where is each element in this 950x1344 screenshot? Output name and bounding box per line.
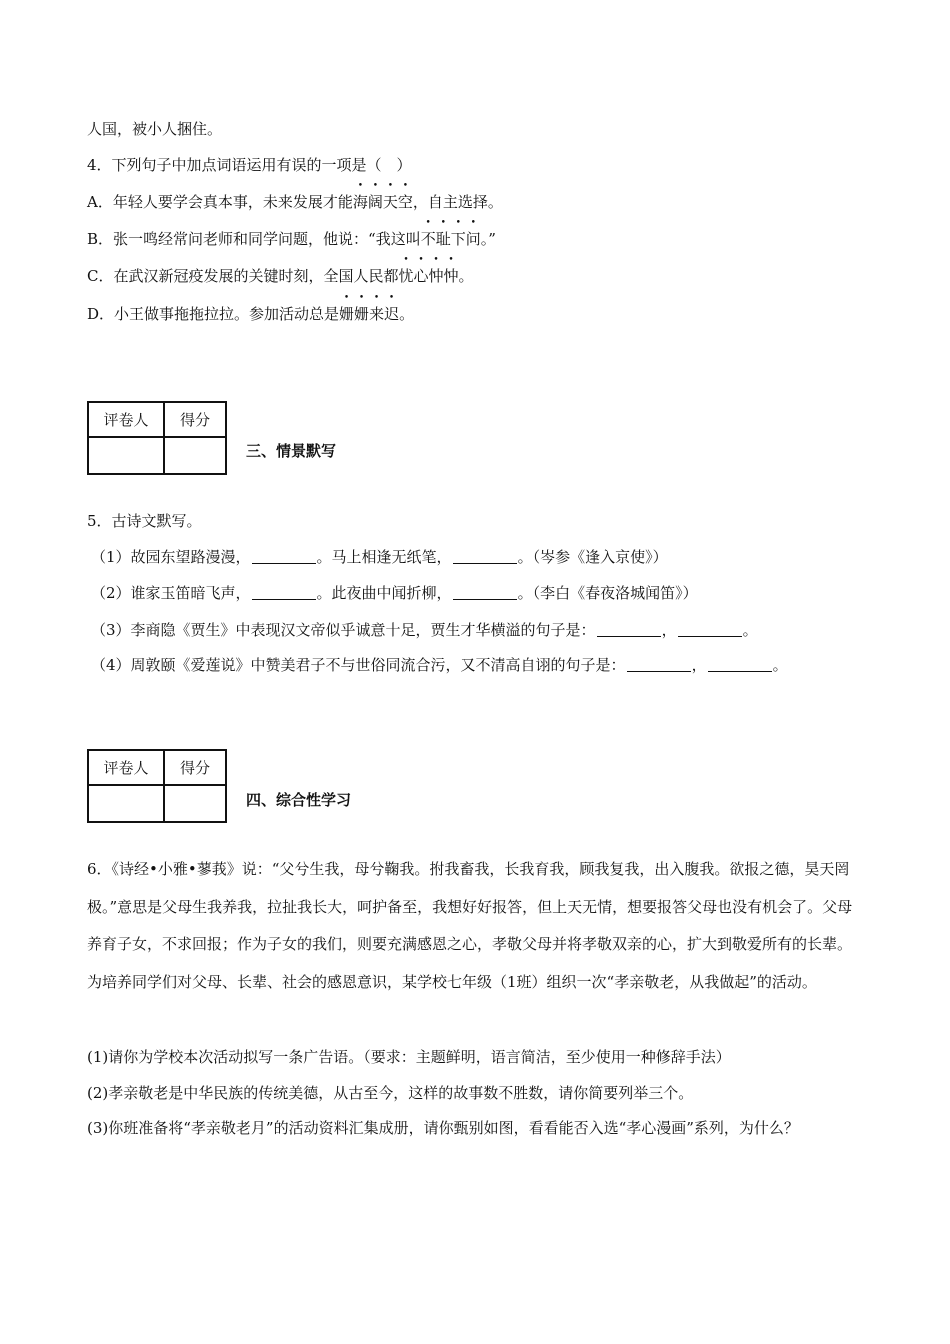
answer-blank[interactable] [252,549,316,564]
dotted-word: 海阔天空 [352,193,413,211]
item-text: 。（李白《春夜洛城闻笛》） [517,584,698,602]
answer-blank[interactable] [627,657,691,672]
item-text: （3）李商隐《贾生》中表现汉文帝似乎诚意十足，贾生才华横溢的句子是： [91,621,596,639]
item-text: 。此夜曲中闻折柳， [316,584,452,602]
q6-sub3: (3)你班准备将“孝亲敬老月”的活动资料汇集成册，请你甄别如图，看看能否入选“孝心漫画”系列，为什么？ [87,1119,799,1137]
item-text: （1）故园东望路漫漫， [91,548,251,566]
item-text: （4）周敦颐《爱莲说》中赞美君子不与世俗同流合污，又不清高自诩的句子是： [91,656,626,674]
q5-item-1 [91,546,668,568]
dotted-word: 忧心忡忡 [398,267,459,285]
reviewer-header: 评卷人 [88,402,164,437]
section3-title: 三、情景默写 [246,442,337,460]
option-text: 。” [480,230,496,248]
score-header: 得分 [164,750,226,785]
dotted-word: 不耻下问 [420,230,481,248]
item-text: 。 [772,656,788,674]
answer-blank[interactable] [453,585,517,600]
score-table-section3 [87,401,227,475]
item-text: 。（岑参《逢入京使》） [517,548,668,566]
item-text: ， [661,621,677,639]
q3-tail-text: 人国，被小人捆住。 [87,120,223,138]
answer-blank[interactable] [597,622,661,637]
score-cell [164,437,226,474]
item-text: 。马上相逢无纸笔， [316,548,452,566]
q4-stem: 4．下列句子中加点词语运用有误的一项是（ ） [87,156,412,174]
answer-blank[interactable] [708,657,772,672]
q5-stem: 5．古诗文默写。 [87,512,202,530]
q6-paragraph: 6．《诗经•小雅•蓼莪》说：“父兮生我，母兮鞠我。拊我畜我，长我育我，顾我复我，出入腹我。欲报之德，昊天罔极。”意思是父母生我养我，拉扯我长大，呵护备至，我想好好报答，但上天无情，想要报答父母也没有机会了。父母养育子女，不求回报；作为子女的我们，则要充满感恩之心，孝敬父母并将孝敬双亲的心，扩大到敬爱所有的长辈。为培养同学们对父母、长辈、社会的感恩意识，某学校七年级（1班）组织一次“孝亲敬老，从我做起”的活动。 [87,860,853,991]
item-text: 。 [742,621,758,639]
option-text: B．张一鸣经常问老师和同学问题，他说：“我这叫 [87,230,421,248]
option-text: A．年轻人要学会真本事，未来发展才能 [87,193,353,211]
option-text: D．小王做事拖拖拉拉。参加活动总是 [87,305,340,323]
answer-blank[interactable] [453,549,517,564]
q5-item-3 [91,619,758,641]
q4-option-c [87,265,474,287]
dotted-word: 姗姗来迟 [339,305,400,323]
option-text: ，自主选择。 [412,193,503,211]
score-header: 得分 [164,402,226,437]
answer-blank[interactable] [252,585,316,600]
item-text: （2）谁家玉笛暗飞声， [91,584,251,602]
score-cell [164,785,226,822]
reviewer-cell [88,785,164,822]
option-text: 。 [458,267,474,285]
option-text: C．在武汉新冠疫发展的关键时刻，全国人民都 [87,267,399,285]
q5-item-4 [91,654,788,676]
option-text: 。 [399,305,415,323]
item-text: ， [691,656,707,674]
reviewer-header: 评卷人 [88,750,164,785]
q5-item-2 [91,582,698,604]
q6-sub1: (1)请你为学校本次活动拟写一条广告语。（要求：主题鲜明，语言简洁，至少使用一种修辞手法） [87,1048,731,1066]
answer-blank[interactable] [678,622,742,637]
section4-title: 四、综合性学习 [246,791,352,809]
q4-option-d [87,303,414,325]
score-table-section4 [87,749,227,823]
reviewer-cell [88,437,164,474]
q4-option-b [87,228,496,250]
q6-sub2: (2)孝亲敬老是中华民族的传统美德，从古至今，这样的故事数不胜数，请你简要列举三个。 [87,1084,694,1102]
q4-option-a [87,191,503,213]
